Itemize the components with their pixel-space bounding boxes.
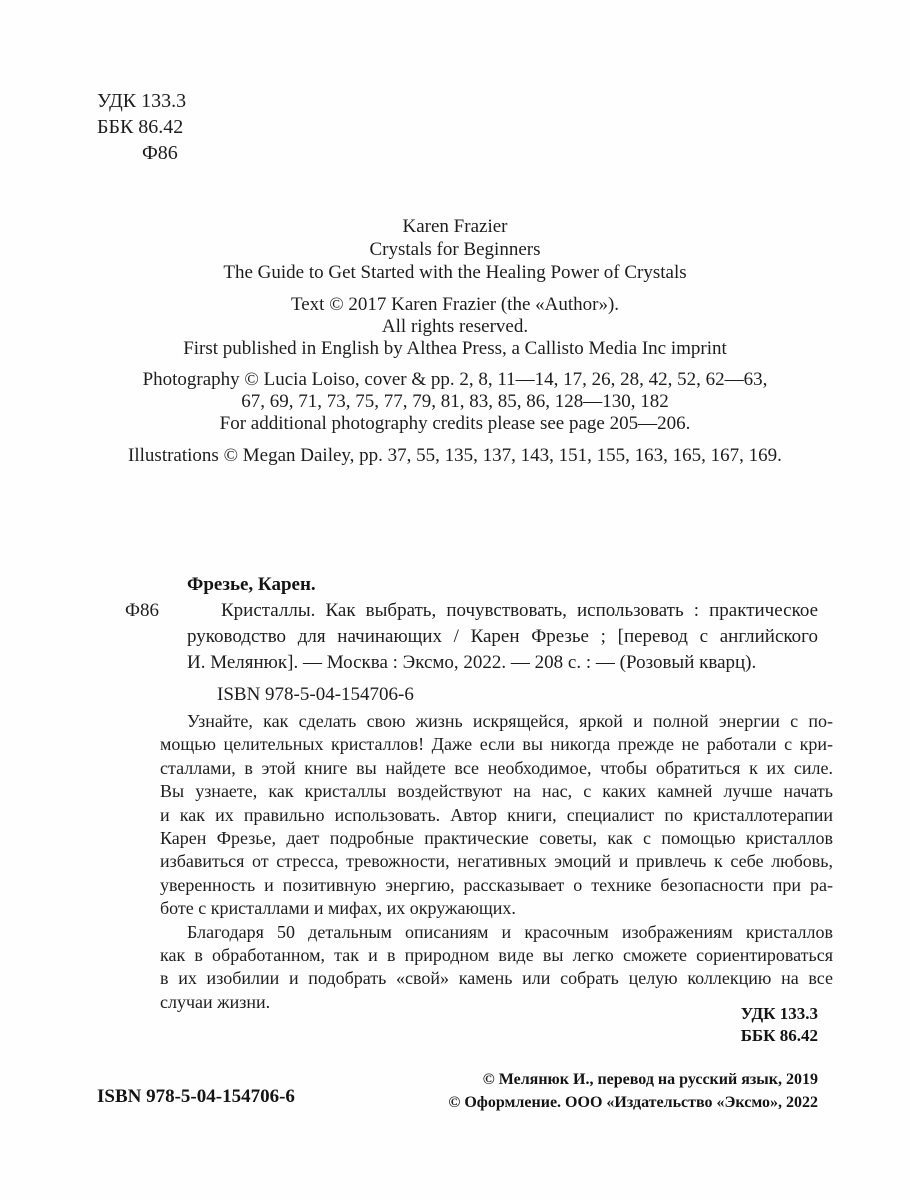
annotation-line: как в обработанном, так и в природном виде вы легко сможете сориентироваться — [160, 945, 833, 966]
original-subtitle: The Guide to Get Started with the Healing Power of Crystals — [223, 262, 687, 283]
annotation-line: Карен Фрезье, дает подробные практические советы, как с помощью кристаллов — [160, 828, 833, 849]
udk-top-label: УДК 133.3 — [97, 90, 187, 112]
translation-copyright-line: © Мелянюк И., перевод на русский язык, 2019 — [482, 1071, 818, 1088]
catalog-entry-line: Кристаллы. Как выбрать, почувствовать, использовать : практическое — [221, 600, 818, 621]
annotation-line: избавиться от стресса, тревожности, негативных эмоций и привлечь к себе любовь, — [160, 851, 833, 872]
catalog-entry-line: И. Мелянюк]. — Москва : Эксмо, 2022. — 208 с. : — (Розовый кварц). — [187, 652, 757, 673]
illustrations-credit-line: Illustrations © Megan Dailey, pp. 37, 55, 135, 137, 143, 151, 155, 163, 165, 167, 169. — [128, 445, 782, 466]
annotation-line: в их изобилии и подобрать «свой» камень или собрать целую коллекцию на все — [160, 968, 833, 989]
rights-reserved-line: All rights reserved. — [381, 316, 529, 337]
photography-credit-line-3: For additional photography credits please see page 205—206. — [219, 413, 691, 434]
classification-top-block — [97, 88, 186, 166]
udk-bottom-label: УДК 133.3 — [740, 1004, 818, 1023]
footer-isbn: ISBN 978-5-04-154706-6 — [97, 1086, 295, 1107]
photography-credits-block — [0, 369, 910, 435]
catalog-isbn: ISBN 978-5-04-154706-6 — [217, 684, 414, 705]
annotation-line: боте с кристаллами и мифах, их окружающих. — [160, 898, 516, 919]
photography-credit-line-1: Photography © Lucia Loiso, cover & pp. 2, 8, 11—14, 17, 26, 28, 42, 52, 62—63, — [142, 369, 768, 390]
annotation-line: и как их правильно использовать. Автор книги, специалист по кристаллотерапии — [160, 804, 833, 825]
annotation-line: мощью целительных кристаллов! Даже если вы никогда прежде не работали с кри- — [160, 734, 833, 755]
photography-credit-line-2: 67, 69, 71, 73, 75, 77, 79, 81, 83, 85, 86, 128—130, 182 — [241, 391, 669, 412]
catalog-author-heading: Фрезье, Карен. — [187, 574, 316, 595]
design-copyright-line: © Оформление. ООО «Издательство «Эксмо», 2022 — [448, 1094, 818, 1111]
annotation-line: сталлами, в этой книге вы найдете все необходимое, чтобы обратиться к их силе. — [160, 757, 833, 778]
original-author: Karen Frazier — [402, 216, 508, 237]
catalog-entry-text — [187, 598, 818, 676]
annotation-line: Вы узнаете, как кристаллы воздействуют на нас, с каких камней лучше начать — [160, 781, 833, 802]
text-copyright-line: Text © 2017 Karen Frazier (the «Author»). — [290, 294, 620, 315]
annotation-line: Благодаря 50 детальным описаниям и красочным изображениям кристаллов — [187, 921, 833, 942]
catalog-entry-block — [125, 572, 818, 708]
bbk-bottom-label: ББК 86.42 — [740, 1026, 818, 1045]
first-published-line: First published in English by Althea Press, a Callisto Media Inc imprint — [183, 338, 727, 359]
original-title-block — [0, 215, 910, 284]
classification-bottom-block — [741, 1003, 818, 1047]
catalog-author-sign: Ф86 — [125, 600, 160, 621]
bbk-top-label: ББК 86.42 — [97, 116, 184, 138]
author-sign-top: Ф86 — [142, 142, 178, 164]
annotation-line: Узнайте, как сделать свою жизнь искрящейся, яркой и полной энергии с по- — [187, 711, 833, 731]
annotation-line: уверенность и позитивную энергию, рассказывает о технике безопасности при ра- — [160, 874, 833, 895]
catalog-entry-line: руководство для начинающих / Карен Фрезье ; [перевод с английского — [187, 626, 818, 647]
copyright-block — [0, 294, 910, 360]
annotation-line: случаи жизни. — [160, 991, 271, 1012]
annotation-block — [160, 710, 833, 1014]
footer-copyright-block — [448, 1068, 818, 1114]
original-title: Crystals for Beginners — [369, 239, 541, 260]
catalog-entry-row — [125, 598, 818, 676]
